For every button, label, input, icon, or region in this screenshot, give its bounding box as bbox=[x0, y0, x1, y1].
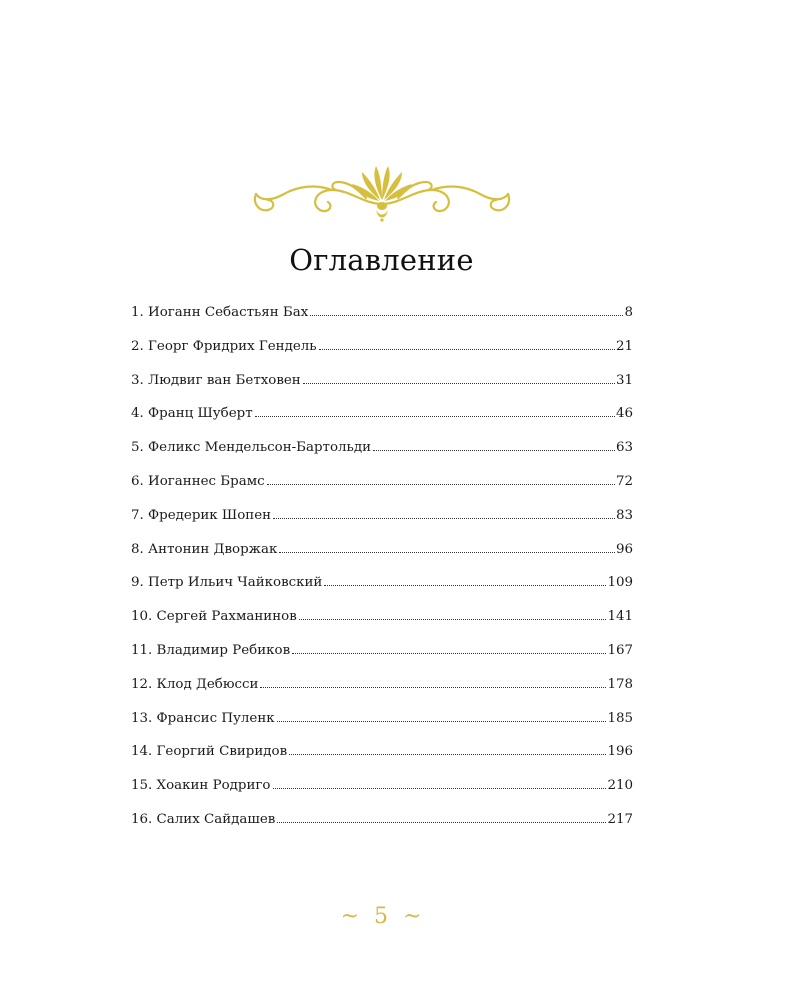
toc-entry-page: 46 bbox=[615, 406, 633, 422]
toc-entry-title: 10. Сергей Рахманинов bbox=[131, 609, 297, 625]
toc-entry[interactable] bbox=[131, 641, 633, 675]
page-number: 5 bbox=[374, 904, 389, 929]
dot-leader bbox=[324, 584, 606, 586]
dot-leader bbox=[303, 382, 615, 384]
toc-entry-page: 167 bbox=[607, 642, 633, 658]
toc-entry-page: 196 bbox=[607, 744, 633, 760]
dot-leader bbox=[373, 449, 615, 451]
tilde-right: ~ bbox=[403, 904, 423, 929]
toc-entry-page: 109 bbox=[607, 575, 633, 591]
toc-entry-page: 63 bbox=[615, 440, 633, 456]
dot-leader bbox=[267, 483, 615, 485]
toc-entry[interactable] bbox=[131, 742, 633, 776]
toc-entry-page: 141 bbox=[607, 609, 633, 625]
toc-entry[interactable] bbox=[131, 472, 633, 506]
toc-entry-page: 31 bbox=[615, 372, 633, 388]
toc-entry[interactable] bbox=[131, 573, 633, 607]
toc-entry[interactable] bbox=[131, 404, 633, 438]
flourish-ornament-icon bbox=[246, 160, 518, 222]
toc-entry-page: 96 bbox=[615, 541, 633, 557]
dot-leader bbox=[289, 753, 606, 755]
toc-entry-page: 178 bbox=[607, 676, 633, 692]
dot-leader bbox=[273, 787, 607, 789]
page-number-footer bbox=[0, 904, 763, 929]
dot-leader bbox=[255, 415, 615, 417]
toc-entry-title: 15. Хоакин Родриго bbox=[131, 778, 271, 794]
table-of-contents bbox=[131, 303, 633, 844]
toc-entry[interactable] bbox=[131, 506, 633, 540]
dot-leader bbox=[310, 314, 623, 316]
toc-entry[interactable] bbox=[131, 438, 633, 472]
toc-entry-title: 2. Георг Фридрих Гендель bbox=[131, 338, 317, 354]
toc-entry-title: 8. Антонин Дворжак bbox=[131, 541, 278, 557]
toc-entry-title: 3. Людвиг ван Бетховен bbox=[131, 372, 301, 388]
toc-entry[interactable] bbox=[131, 371, 633, 405]
dot-leader bbox=[299, 618, 607, 620]
toc-entry[interactable] bbox=[131, 776, 633, 810]
toc-entry-title: 9. Петр Ильич Чайковский bbox=[131, 575, 323, 591]
dot-leader bbox=[292, 652, 606, 654]
toc-entry-page: 210 bbox=[607, 778, 633, 794]
toc-entry-title: 12. Клод Дебюсси bbox=[131, 676, 259, 692]
toc-entry[interactable] bbox=[131, 810, 633, 844]
toc-entry[interactable] bbox=[131, 303, 633, 337]
toc-entry[interactable] bbox=[131, 607, 633, 641]
toc-entry-title: 14. Георгий Свиридов bbox=[131, 744, 288, 760]
dot-leader bbox=[277, 821, 606, 823]
tilde-left: ~ bbox=[340, 904, 360, 929]
toc-entry-page: 83 bbox=[615, 507, 633, 523]
toc-entry-title: 6. Иоганнес Брамс bbox=[131, 473, 265, 489]
dot-leader bbox=[260, 686, 606, 688]
toc-entry[interactable] bbox=[131, 540, 633, 574]
dot-leader bbox=[279, 551, 615, 553]
toc-entry-title: 7. Фредерик Шопен bbox=[131, 507, 272, 523]
toc-entry-title: 4. Франц Шуберт bbox=[131, 406, 253, 422]
toc-entry-page: 8 bbox=[624, 305, 633, 320]
page-title: Оглавление bbox=[289, 243, 474, 277]
dot-leader bbox=[273, 517, 615, 519]
dot-leader bbox=[277, 720, 607, 722]
toc-entry-title: 1. Иоганн Себастьян Бах bbox=[131, 305, 309, 320]
toc-entry-title: 16. Салих Сайдашев bbox=[131, 811, 276, 827]
toc-entry-title: 11. Владимир Ребиков bbox=[131, 642, 291, 658]
toc-entry-page: 217 bbox=[607, 811, 633, 827]
toc-entry-title: 5. Феликс Мендельсон-Бартольди bbox=[131, 440, 371, 456]
toc-entry[interactable] bbox=[131, 337, 633, 371]
toc-entry-title: 13. Франсис Пуленк bbox=[131, 710, 275, 726]
toc-entry-page: 21 bbox=[615, 338, 633, 354]
toc-entry[interactable] bbox=[131, 675, 633, 709]
dot-leader bbox=[319, 348, 615, 350]
toc-entry-page: 72 bbox=[615, 473, 633, 489]
toc-entry-page: 185 bbox=[607, 710, 633, 726]
toc-entry[interactable] bbox=[131, 709, 633, 743]
